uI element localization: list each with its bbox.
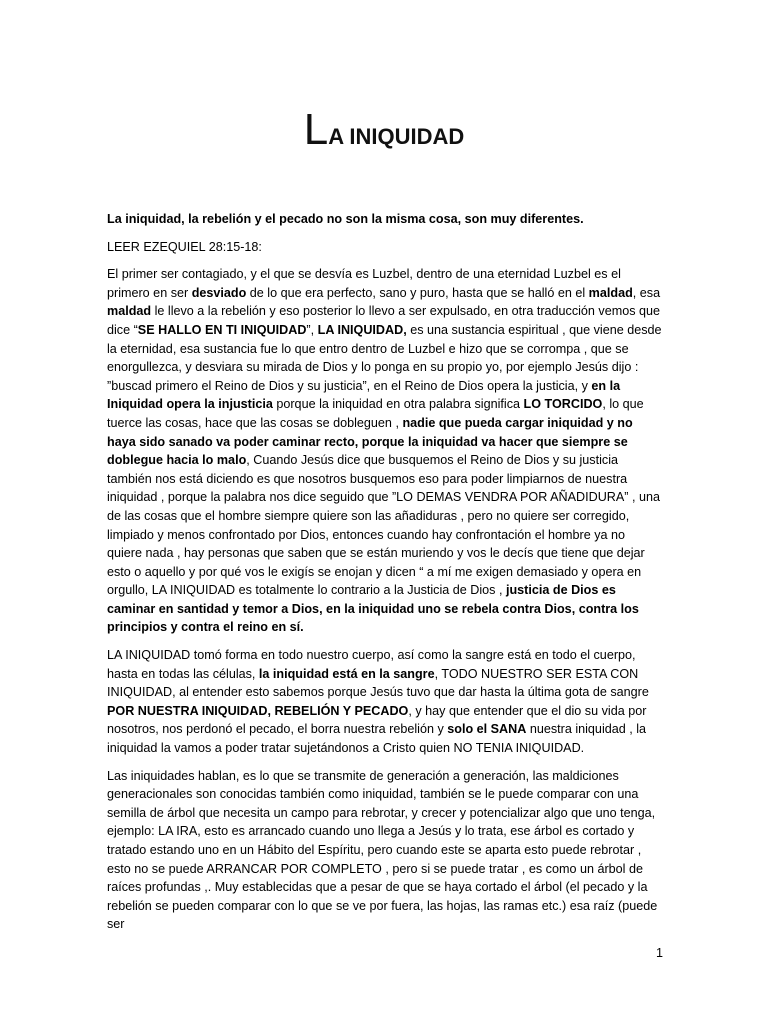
- document-body: [107, 210, 663, 943]
- text-run: El primer ser contagiado, y el que se desvía es Luzbel, dentro de una eternidad Luzbel es el primero en ser: [107, 267, 621, 300]
- text-run: , lo que tuerce las cosas, hace que las cosas se dobleguen ,: [107, 397, 644, 430]
- text-run: nuestra iniquidad , la iniquidad la vamos a poder tratar sujetándonos a Cristo quien NO TENIA INIQUIDAD.: [107, 722, 647, 756]
- text-run: , TODO NUESTRO SER ESTA CON INIQUIDAD, al entender esto sabemos porque Jesús tuvo que dar hasta la última gota de sangre: [107, 666, 649, 700]
- paragraph: [107, 210, 663, 229]
- bold-text-run: LA INIQUIDAD,: [317, 322, 407, 337]
- bold-text-run: nadie que pueda cargar iniquidad y no haya sido sanado va poder caminar recto, porque la iniquidad va hacer que siempre se doblegue hacia lo malo: [107, 415, 633, 468]
- text-run: Las iniquidades hablan, es lo que se transmite de generación a generación, las maldiciones generacionales son conocidas también como iniquidad, también se le puede comparar con una semilla de árbol que necesita un campo para rebrotar, y crecer y potencializar algo que uno tenga, ejemplo: LA IRA, esto es arrancado cuando uno llega a Jesús y lo trata, ese árbol es cortado y tratado estando uno en un Hábito del Espíritu, pero cuando este se aparta esto puede rebrotar , esto no se puede ARRANCAR POR COMPLETO , pero si se puede tratar , es como un árbol de raíces profundas ,. Muy establecidas que a pesar de que se haya cortado el árbol (el pecado y la rebelión se pueden comparar con lo que se ve por fuera, las hojas, las ramas etc.) esa raíz (puede ser: [107, 768, 658, 932]
- text-run: , y hay que entender que el dio su vida por nosotros, nos perdonó el pecado, el borra nuestra rebelión y: [107, 703, 647, 737]
- paragraph: [107, 238, 663, 257]
- bold-text-run: en la Iniquidad opera la injusticia: [107, 378, 621, 412]
- document-title: [0, 105, 768, 154]
- text-run: LEER EZEQUIEL 28:15-18:: [107, 239, 262, 254]
- text-run: de lo que era perfecto, sano y puro, hasta que se halló en el: [246, 285, 589, 300]
- text-run: ”,: [306, 322, 318, 337]
- bold-text-run: POR NUESTRA INIQUIDAD, REBELIÓN Y PECADO: [107, 703, 409, 718]
- text-run: es una sustancia espiritual , que viene desde la eternidad, esa sustancia fue lo que entro dentro de Luzbel e hizo que se corrompa , que se enorgullezca, y desviara su mirada de Dios y lo ponga en su propio yo, por ejemplo Jesús dijo : ”buscad primero el Reino de Dios y su justicia”, en el Reino de Dios opera la justicia, y: [107, 322, 662, 393]
- paragraph: [107, 646, 663, 758]
- bold-text-run: LO TORCIDO: [523, 397, 603, 412]
- bold-text-run: la iniquidad está en la sangre: [258, 666, 435, 681]
- bold-text-run: desviado: [191, 285, 247, 300]
- bold-text-run: solo el SANA: [447, 722, 527, 737]
- paragraph: [107, 767, 663, 934]
- bold-text-run: maldad: [588, 285, 633, 300]
- bold-text-run: SE HALLO EN TI INIQUIDAD: [137, 322, 307, 337]
- bold-text-run: maldad: [107, 304, 152, 319]
- page-number: 1: [655, 946, 663, 960]
- text-run: le llevo a la rebelión y eso posterior lo llevo a ser expulsado, en otra traducción vemos que dice “: [107, 304, 661, 337]
- text-run: , Cuando Jesús dice que busquemos el Reino de Dios y su justicia también nos está diciendo es que nosotros busquemos eso para poder limpiarnos de nuestra iniquidad , porque la palabra nos dice seguido que ”LO DEMAS VENDRA POR AÑADIDURA” , una de las cosas que el hombre siempre quiere son las añadiduras , pero no quiere ser corregido, limpiado y menos confrontado por Dios, entonces cuando hay confrontación el hombre ya no quiere nada , hay personas que saben que se están muriendo y vos le decís que tiene que dejar esto o aquello y por qué vos le exigís se enojan y dicen “ a mí me exigen demasiado y opera en orgullo, LA INIQUIDAD es totalmente lo contrario a la Justicia de Dios ,: [107, 453, 661, 598]
- paragraph: [107, 265, 663, 637]
- text-run: LA INIQUIDAD tomó forma en todo nuestro cuerpo, así como la sangre está en todo el cuerpo, hasta en todas las células,: [107, 648, 636, 681]
- bold-text-run: La iniquidad, la rebelión y el pecado no son la misma cosa, son muy diferentes.: [107, 212, 584, 226]
- title-initial: L: [303, 105, 329, 154]
- title-rest: A INIQUIDAD: [328, 124, 465, 149]
- text-run: , esa: [632, 285, 661, 300]
- text-run: porque la iniquidad en otra palabra significa: [272, 397, 524, 412]
- bold-text-run: justicia de Dios es caminar en santidad y temor a Dios, en la iniquidad uno se rebela contra Dios, contra los principios y contra el reino en sí.: [107, 583, 639, 635]
